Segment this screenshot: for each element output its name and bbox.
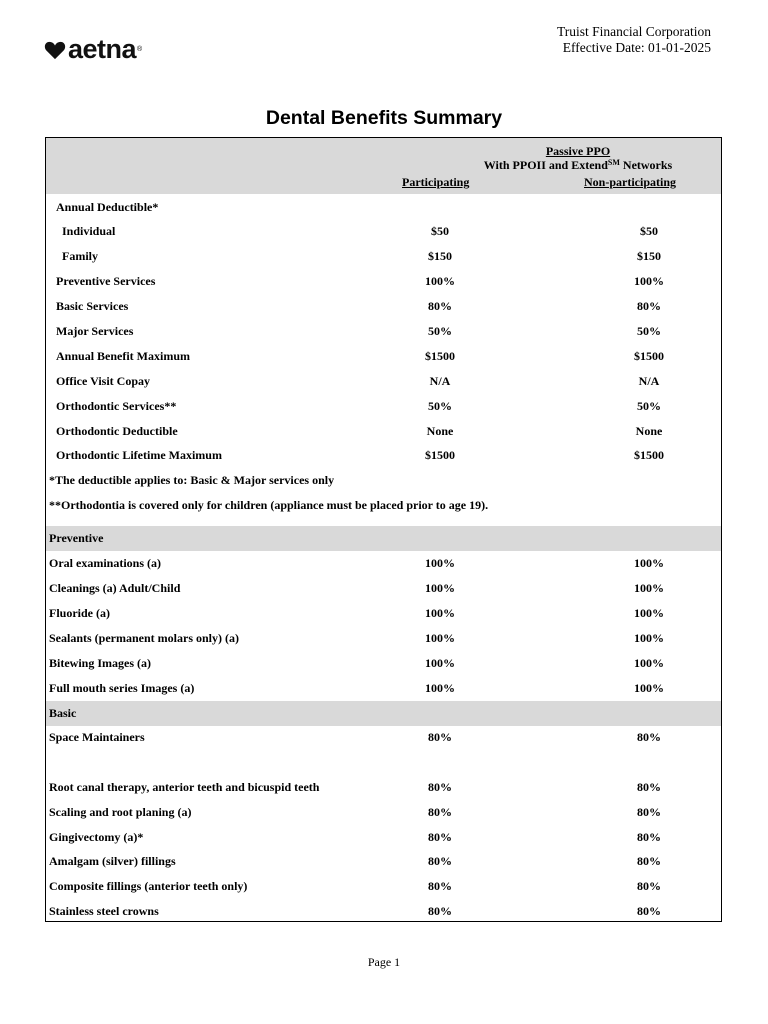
network-suffix: Networks <box>619 158 673 172</box>
participating-value: $1500 <box>425 349 455 363</box>
nonparticipating-value: $150 <box>637 249 661 263</box>
participating-value: 80% <box>428 730 452 744</box>
row-label: Space Maintainers <box>49 730 145 744</box>
table-row <box>46 576 721 601</box>
table-row <box>46 244 721 269</box>
row-label: Cleanings (a) Adult/Child <box>49 581 181 595</box>
row-label: Gingivectomy (a)* <box>49 830 144 844</box>
nonparticipating-value: 80% <box>637 780 661 794</box>
table-row <box>46 369 721 394</box>
row-label: Basic Services <box>56 299 129 313</box>
nonparticipating-value: 100% <box>634 581 664 595</box>
row-label: Root canal therapy, anterior teeth and bicuspid teeth <box>49 780 320 794</box>
table-row <box>46 319 721 344</box>
nonparticipating-value: 50% <box>637 324 661 338</box>
nonparticipating-value: 80% <box>637 904 661 918</box>
table-header <box>46 138 721 194</box>
nonparticipating-value: 80% <box>637 730 661 744</box>
note-text: **Orthodontia is covered only for children (appliance must be placed prior to age 19). <box>49 498 489 512</box>
row-label: Annual Benefit Maximum <box>56 349 191 363</box>
row-label: Orthodontic Services** <box>56 399 177 413</box>
table-row <box>46 443 721 468</box>
orthodontia-note <box>46 493 721 518</box>
table-row <box>46 775 721 800</box>
table-row <box>46 394 721 419</box>
benefits-table <box>45 137 722 922</box>
network-name <box>428 158 728 172</box>
participating-value: 80% <box>428 780 452 794</box>
participating-value: 50% <box>428 399 452 413</box>
participating-value: 80% <box>428 830 452 844</box>
table-row <box>46 219 721 244</box>
nonparticipating-value: N/A <box>638 374 660 388</box>
page-number: Page 1 <box>367 955 401 969</box>
table-row <box>46 551 721 576</box>
row-label: Composite fillings (anterior teeth only) <box>49 879 248 893</box>
network-sup: SM <box>607 158 620 167</box>
participating-value: 50% <box>428 324 452 338</box>
nonparticipating-value: 80% <box>637 830 661 844</box>
table-row <box>46 800 721 825</box>
column-nonparticipating: Non-participating <box>584 175 677 189</box>
nonparticipating-value: 100% <box>634 656 664 670</box>
nonparticipating-value: $1500 <box>634 349 664 363</box>
table-row <box>46 626 721 651</box>
heart-icon <box>44 40 66 60</box>
nonparticipating-value: $50 <box>640 224 658 238</box>
row-label: Orthodontic Deductible <box>56 424 178 438</box>
participating-value: 100% <box>425 681 455 695</box>
section-header-preventive <box>46 526 721 551</box>
participating-value: 80% <box>428 299 452 313</box>
nonparticipating-value: 100% <box>634 681 664 695</box>
deductible-note <box>46 468 721 493</box>
row-label: Office Visit Copay <box>56 374 150 388</box>
nonparticipating-value: 80% <box>637 854 661 868</box>
plan-name: Passive PPO <box>545 144 611 158</box>
page-title: Dental Benefits Summary <box>265 107 503 129</box>
row-label: Scaling and root planing (a) <box>49 805 192 819</box>
registered-mark: ® <box>137 46 143 53</box>
row-label: Oral examinations (a) <box>49 556 161 570</box>
participating-value: 100% <box>425 556 455 570</box>
row-label: Amalgam (silver) fillings <box>49 854 176 868</box>
participating-value: $1500 <box>425 448 455 462</box>
table-row <box>46 269 721 294</box>
participating-value: 80% <box>428 904 452 918</box>
nonparticipating-value: 100% <box>634 606 664 620</box>
section-title: Basic <box>49 706 77 720</box>
section-title: Preventive <box>49 531 104 545</box>
company-name: Truist Financial Corporation <box>557 24 711 39</box>
table-row <box>46 294 721 319</box>
table-row <box>46 344 721 369</box>
table-row <box>46 849 721 874</box>
nonparticipating-value: $1500 <box>634 448 664 462</box>
nonparticipating-value: 80% <box>637 299 661 313</box>
column-participating: Participating <box>402 175 470 189</box>
nonparticipating-value: 80% <box>637 805 661 819</box>
effective-date: Effective Date: 01-01-2025 <box>562 40 711 55</box>
participating-value: N/A <box>429 374 451 388</box>
nonparticipating-value: 80% <box>637 879 661 893</box>
row-label: Bitewing Images (a) <box>49 656 151 670</box>
row-label: Preventive Services <box>56 274 156 288</box>
participating-value: 80% <box>428 879 452 893</box>
table-row <box>46 825 721 850</box>
table-row <box>46 601 721 626</box>
participating-value: 100% <box>425 656 455 670</box>
participating-value: 80% <box>428 805 452 819</box>
table-row <box>46 419 721 444</box>
participating-value: 100% <box>425 631 455 645</box>
company-block <box>557 24 711 56</box>
row-label: Family <box>62 249 98 263</box>
nonparticipating-value: 100% <box>634 556 664 570</box>
nonparticipating-value: 50% <box>637 399 661 413</box>
note-text: *The deductible applies to: Basic & Major services only <box>49 473 335 487</box>
row-label: Sealants (permanent molars only) (a) <box>49 631 239 645</box>
table-row <box>46 676 721 701</box>
section-header-basic <box>46 701 721 726</box>
participating-value: $50 <box>431 224 449 238</box>
aetna-logo <box>44 36 142 63</box>
row-label: Full mouth series Images (a) <box>49 681 195 695</box>
logo-wordmark: aetna <box>68 34 137 64</box>
table-row <box>46 651 721 676</box>
nonparticipating-value: 100% <box>634 631 664 645</box>
participating-value: $150 <box>428 249 452 263</box>
participating-value: 80% <box>428 854 452 868</box>
table-row <box>46 725 721 750</box>
table-row <box>46 899 721 924</box>
table-row <box>46 874 721 899</box>
row-label: Orthodontic Lifetime Maximum <box>56 448 222 462</box>
table-row <box>46 195 721 220</box>
participating-value: None <box>426 424 454 438</box>
participating-value: 100% <box>425 606 455 620</box>
row-label: Individual <box>62 224 116 238</box>
row-label: Major Services <box>56 324 134 338</box>
row-label: Stainless steel crowns <box>49 904 159 918</box>
row-label: Fluoride (a) <box>49 606 110 620</box>
row-label: Annual Deductible* <box>56 200 159 214</box>
nonparticipating-value: None <box>635 424 663 438</box>
participating-value: 100% <box>425 581 455 595</box>
network-prefix: With PPOII and Extend <box>483 158 608 172</box>
participating-value: 100% <box>425 274 455 288</box>
nonparticipating-value: 100% <box>634 274 664 288</box>
